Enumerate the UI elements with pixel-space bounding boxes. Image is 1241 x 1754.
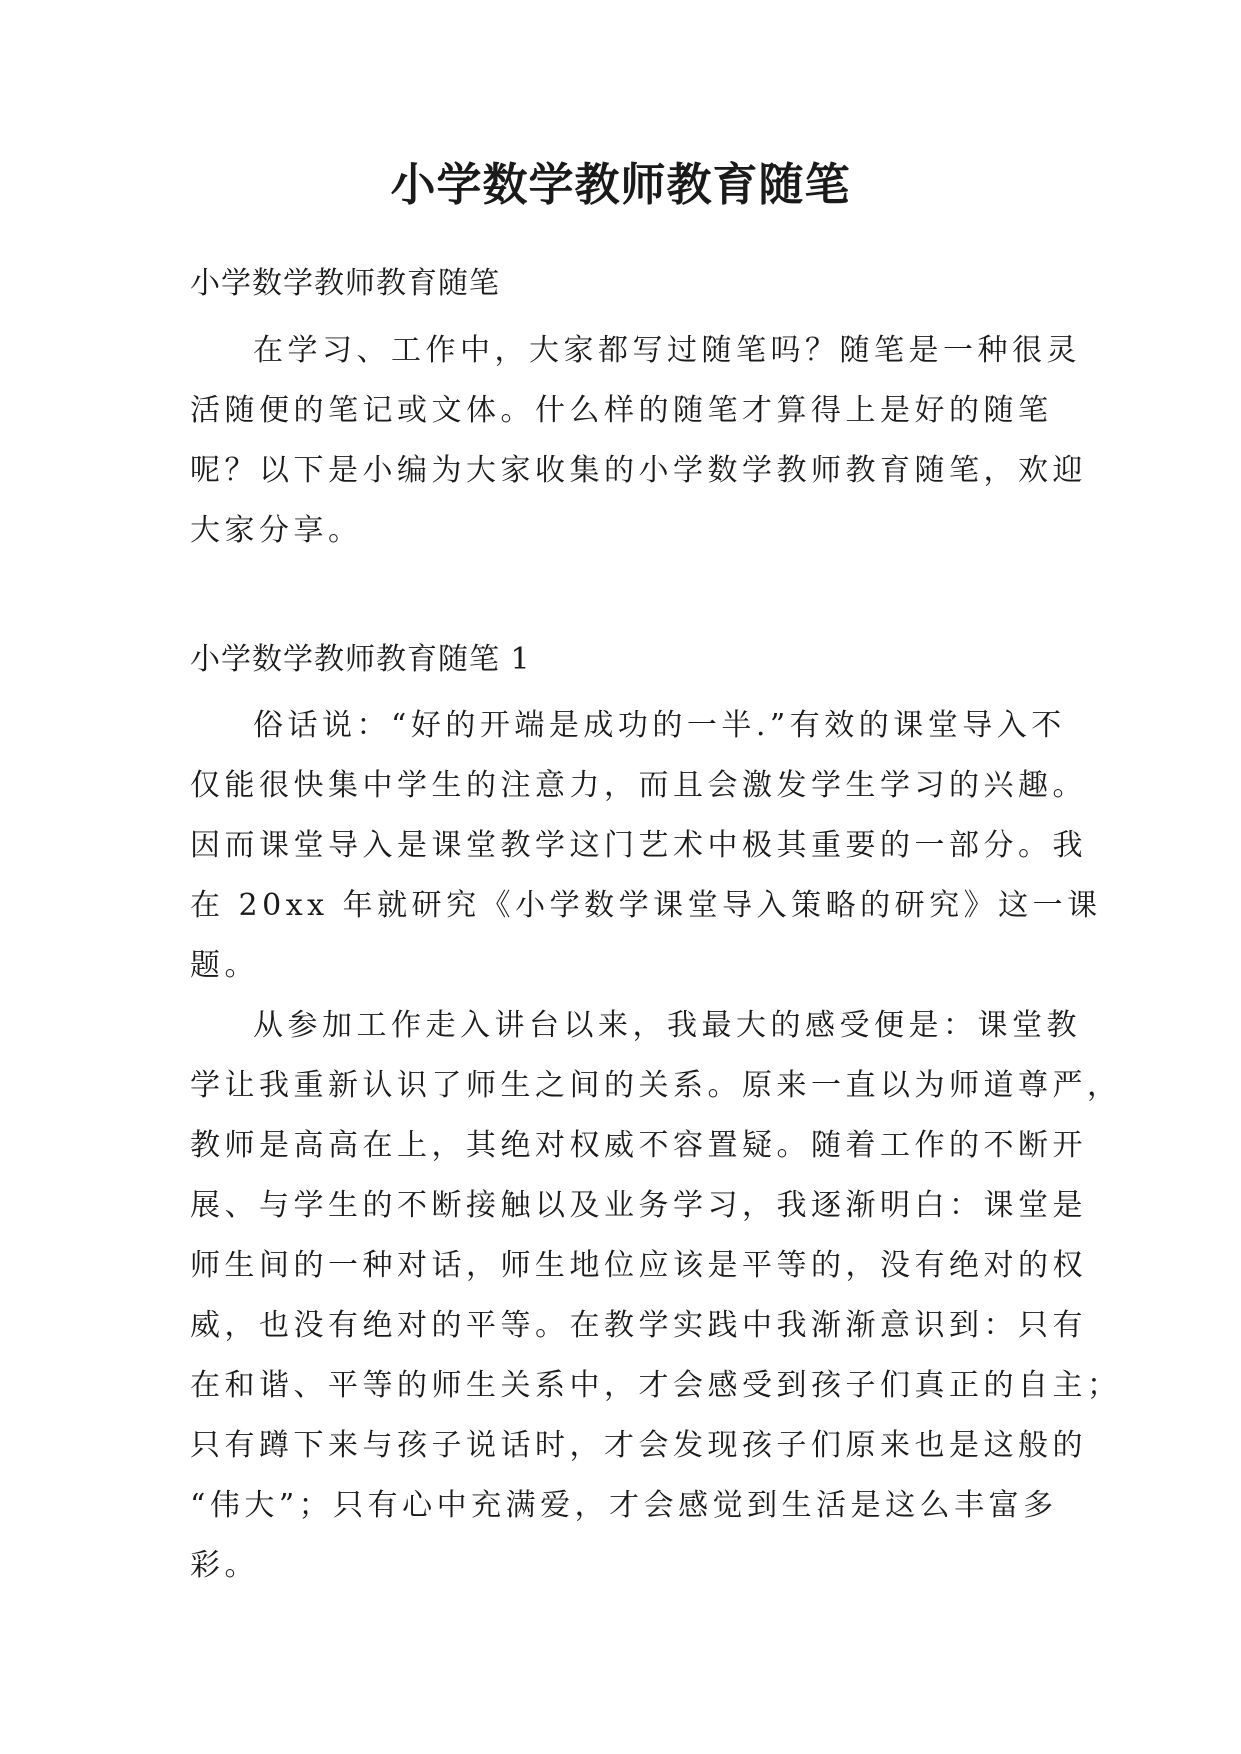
paragraph-line: “伟大”；只有心中充满爱，才会感觉到生活是这么丰富多	[190, 1488, 1058, 1523]
paragraph-line: 威，也没有绝对的平等。在教学实践中我渐渐意识到：只有	[190, 1308, 1087, 1343]
document-subtitle: 小学数学教师教育随笔	[190, 266, 500, 301]
paragraph-line: 仅能很快集中学生的注意力，而且会激发学生学习的兴趣。	[190, 768, 1087, 803]
intro-line: 呢？以下是小编为大家收集的小学数学教师教育随笔，欢迎	[190, 453, 1087, 488]
paragraph-line: 学让我重新认识了师生之间的关系。原来一直以为师道尊严，	[190, 1068, 1122, 1103]
paragraph-line: 在和谐、平等的师生关系中，才会感受到孩子们真正的自主；	[190, 1368, 1122, 1403]
intro-line: 大家分享。	[190, 513, 363, 548]
intro-line: 在学习、工作中，大家都写过随笔吗？随笔是一种很灵	[253, 333, 1081, 368]
paragraph-line: 从参加工作走入讲台以来，我最大的感受便是：课堂教	[253, 1008, 1081, 1043]
paragraph-line: 只有蹲下来与孩子说话时，才会发现孩子们原来也是这般的	[190, 1428, 1087, 1463]
paragraph-line: 师生间的一种对话，师生地位应该是平等的，没有绝对的权	[190, 1248, 1087, 1283]
paragraph-line: 在 20xx 年就研究《小学数学课堂导入策略的研究》这一课	[190, 888, 1102, 923]
paragraph-line: 彩。	[190, 1548, 259, 1583]
paragraph-line: 教师是高高在上，其绝对权威不容置疑。随着工作的不断开	[190, 1128, 1087, 1163]
document-title: 小学数学教师教育随笔	[390, 158, 851, 211]
paragraph-line: 俗话说：“好的开端是成功的一半.”有效的课堂导入不	[253, 708, 1066, 743]
section-heading: 小学数学教师教育随笔 1	[190, 642, 531, 677]
paragraph-line: 因而课堂导入是课堂教学这门艺术中极其重要的一部分。我	[190, 828, 1087, 863]
paragraph-line: 展、与学生的不断接触以及业务学习，我逐渐明白：课堂是	[190, 1188, 1087, 1223]
paragraph-line: 题。	[190, 948, 259, 983]
intro-line: 活随便的笔记或文体。什么样的随笔才算得上是好的随笔	[190, 393, 1053, 428]
